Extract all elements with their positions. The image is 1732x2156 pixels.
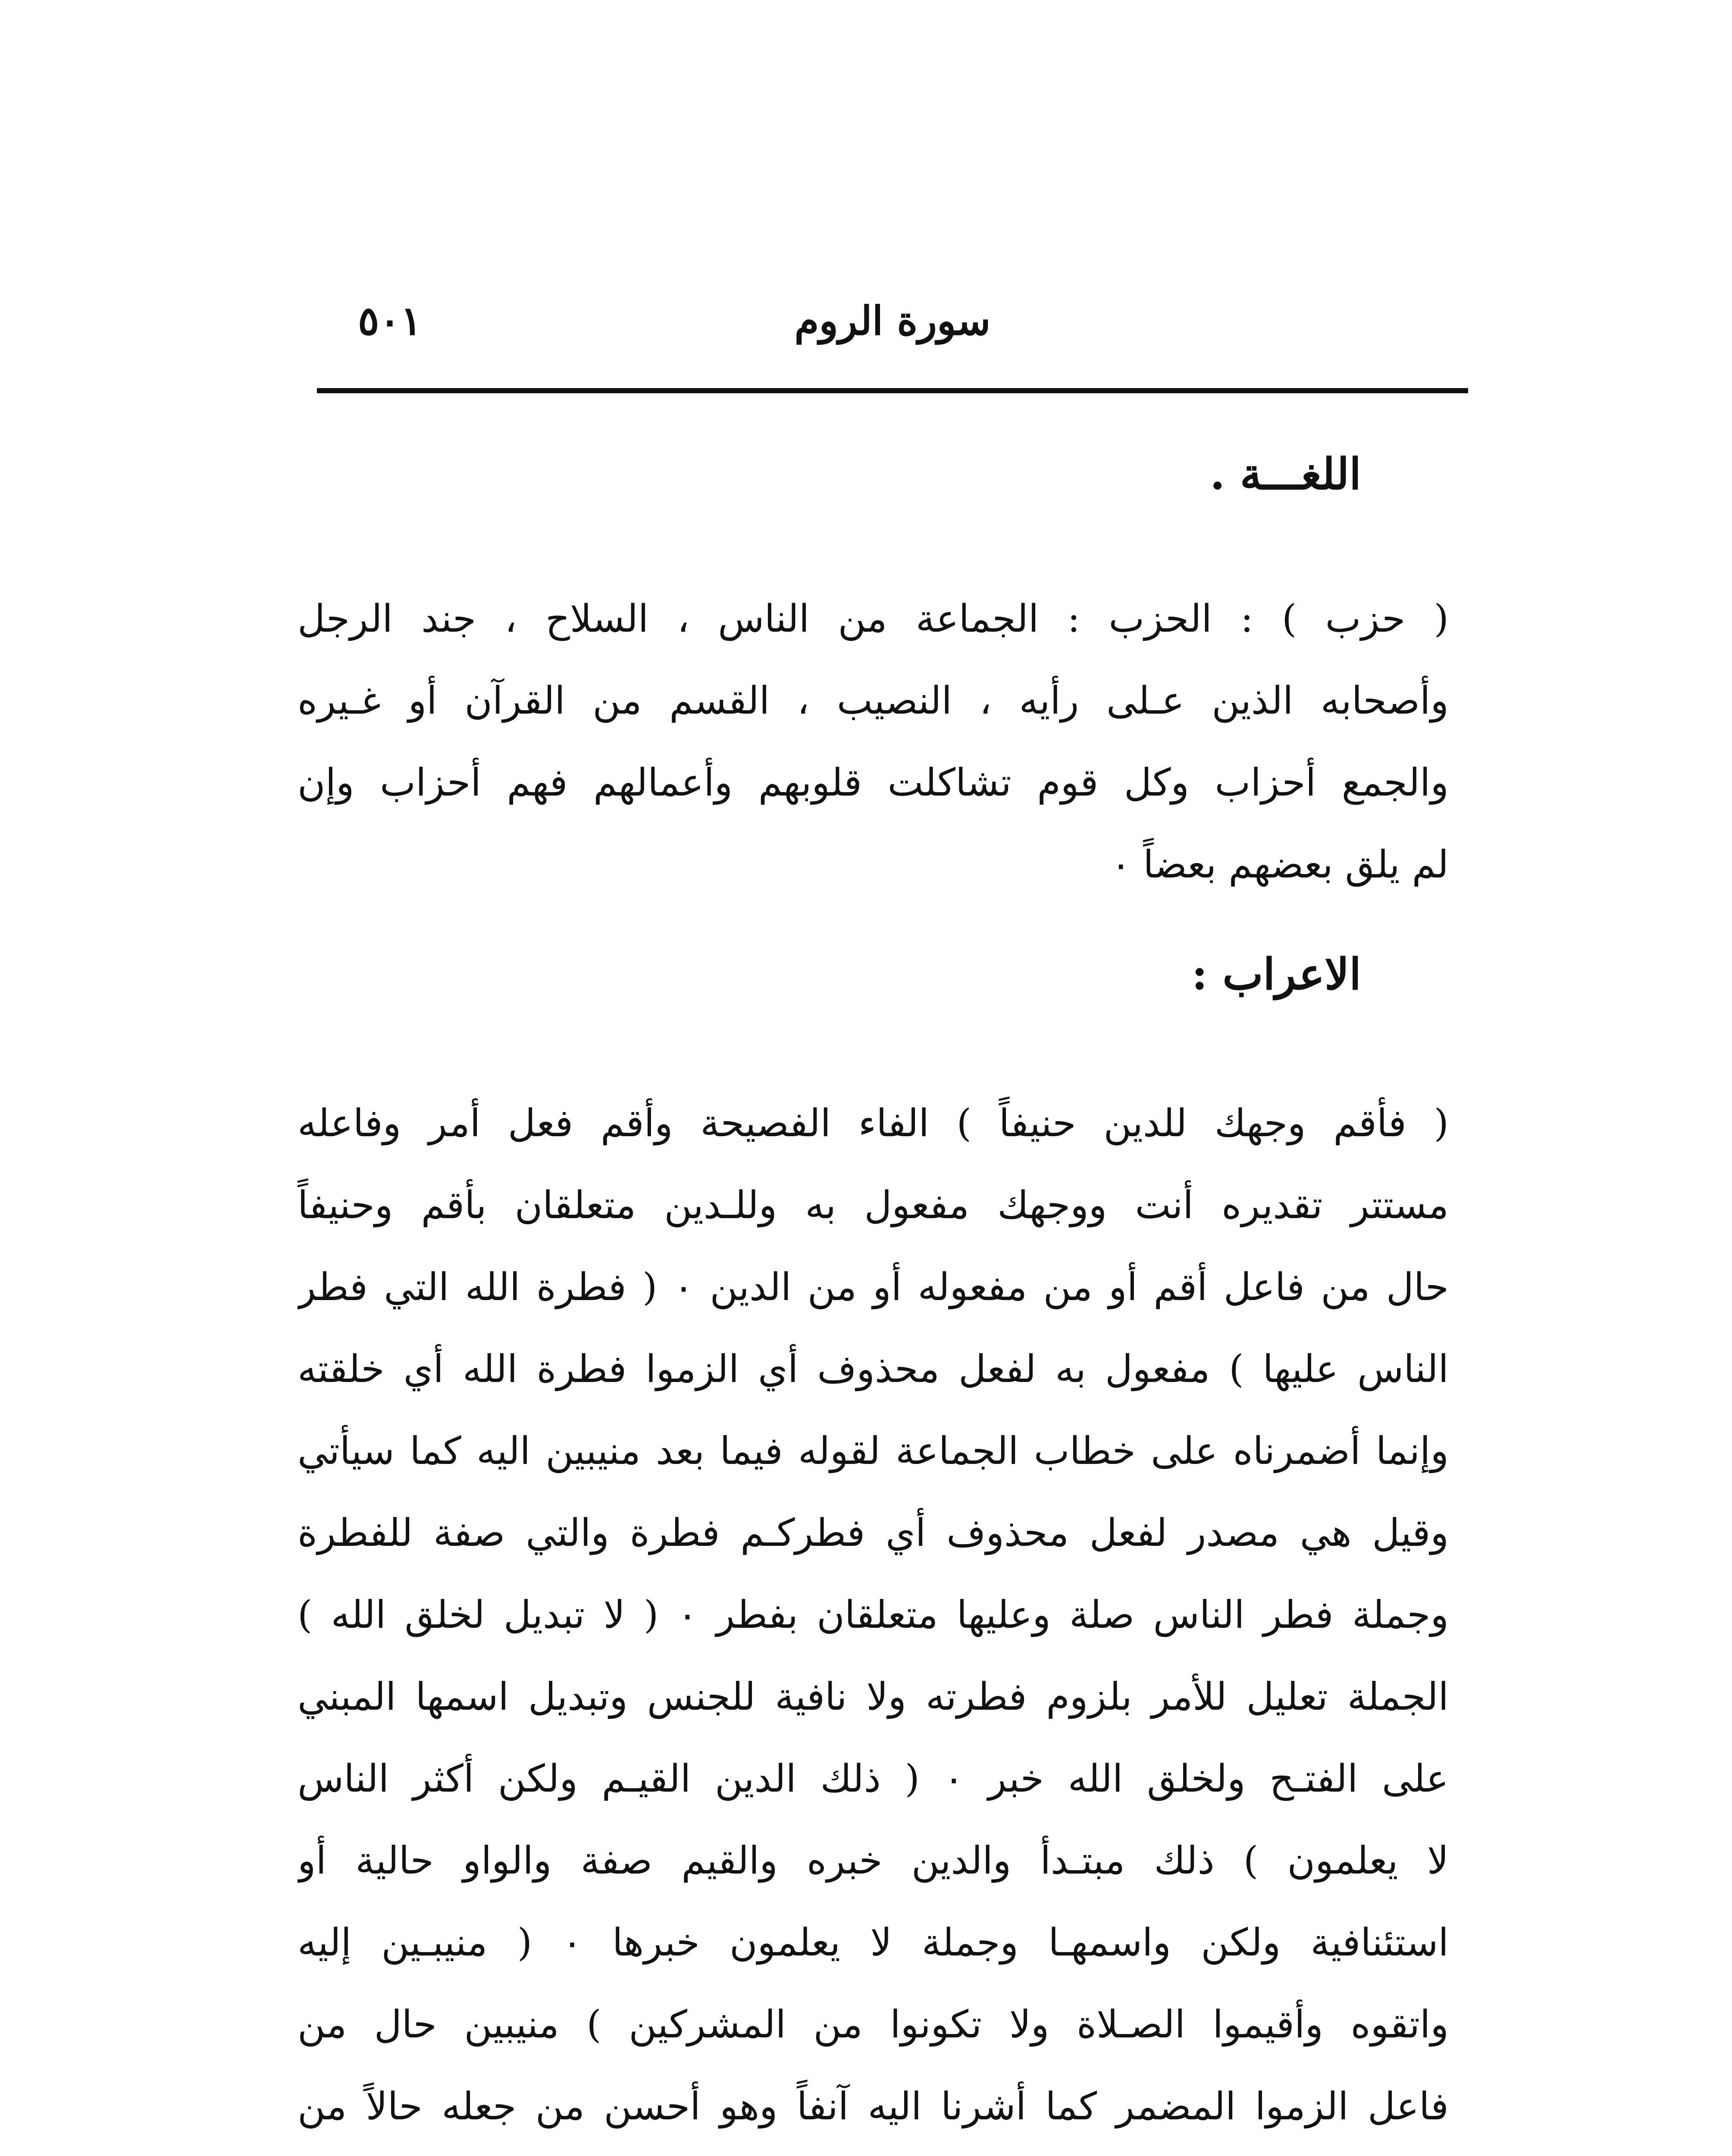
text-line: الجملة تعليل للأمر بلزوم فطرته ولا نافية للجنس وتبديل اسمها المبني (298, 1674, 1449, 1719)
text-line: وأصحابه الذين عـلى رأيه ، النصيب ، القسم من القرآن أو غـيره (298, 678, 1449, 723)
text-line: حال من فاعل أقم أو من مفعوله أو من الدين ٠ ( فطرة الله التي فطر (298, 1265, 1449, 1309)
text-line: لم يلق بعضهم بعضاً ٠ (1110, 842, 1449, 887)
text-line: ( حزب ) : الحزب : الجماعة من الناس ، السلاح ، جند الرجل (298, 596, 1449, 641)
heading-irab: الاعراب : (1191, 949, 1361, 1000)
text-line: وإنما أضمرناه على خطاب الجماعة لقوله فيما بعد منيبين اليه كما سيأتي (298, 1429, 1449, 1473)
text-line: الناس عليها ) مفعول به لفعل محذوف أي الزموا فطرة الله أي خلقته (298, 1347, 1449, 1391)
text-line: لا يعلمون ) ذلك مبتـدأ والدين خبره والقيم صفة والواو حالية أو (298, 1838, 1449, 1883)
text-line: وجملة فطر الناس صلة وعليها متعلقان بفطر ٠ ( لا تبديل لخلق الله ) (298, 1592, 1449, 1637)
text-line: مستتر تقديره أنت ووجهك مفعول به وللـدين متعلقان بأقم وحنيفاً (298, 1183, 1449, 1227)
header-rule (317, 388, 1468, 393)
text-line: على الفتـح ولخلق الله خبر ٠ ( ذلك الدين القيـم ولكن أكثر الناس (298, 1756, 1449, 1801)
text-line: ( فأقم وجهك للدين حنيفاً ) الفاء الفصيحة وأقم فعل أمر وفاعله (298, 1101, 1449, 1145)
page-header (317, 298, 1468, 379)
irab-paragraph (298, 1082, 1449, 2156)
text-line: واتقوه وأقيموا الصـلاة ولا تكونوا من المشركين ) منيبين حال من (298, 2002, 1449, 2046)
text-line: والجمع أحزاب وكل قوم تشاكلت قلوبهم وأعمالهم فهم أحزاب وإن (298, 760, 1449, 805)
text-line (298, 2147, 1449, 2156)
page-number: ٥٠١ (358, 298, 422, 344)
lugha-paragraph (298, 578, 1449, 906)
text-line: فاعل الزموا المضمر كما أشرنا اليه آنفاً وهو أحسن من جعله حالاً من (298, 2084, 1449, 2128)
heading-lugha: اللغـــة . (1210, 448, 1361, 499)
text-line: استئنافية ولكن واسمهـا وجملة لا يعلمون خبرها ٠ ( منيبـين إليه (298, 1920, 1449, 1965)
running-title: سورة الروم (794, 298, 991, 344)
text-line: وقيل هي مصدر لفعل محذوف أي فطركـم فطرة والتي صفة للفطرة (298, 1510, 1449, 1555)
